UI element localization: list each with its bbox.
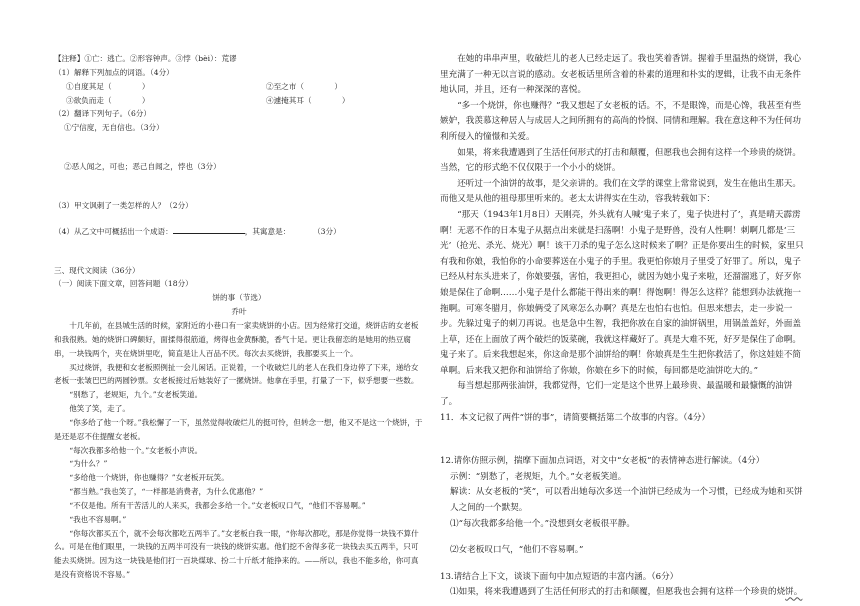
q4-suffix: ，其寓意是： （3分） — [244, 226, 341, 236]
q2-item-b: ②恶人闻之，可也；恶己自闻之，悖也（3分） — [64, 162, 221, 172]
paragraph: “我也不容易啊。” — [69, 514, 127, 524]
paragraph: “你多给了他一个呀。”我松懈了一下，虽然觉得收破烂儿的挺可怜，但转念一想，他又不是这一个烧饼，于是还是忍不住提醒女老板。 — [54, 417, 423, 441]
answer-blank[interactable] — [173, 224, 245, 234]
q13-text — [440, 585, 804, 601]
q13-text-b: 饼。 — [785, 587, 803, 598]
left-column — [54, 52, 424, 582]
footnote: 【注释】①亡：逃亡。②形容钟声。③悖（bèi）：荒谬 — [54, 54, 237, 63]
q1-item-1: ①自度其足（ ） — [66, 81, 150, 91]
paragraph: “不仅是他。所有干苦活儿的人来买，我都会多给一个。”女老板叹口气，“他们不容易啊。” — [69, 500, 366, 510]
q1-item-2: ②至之市（ ） — [266, 81, 342, 91]
q12-item-a: ⑴“每次我都多给他一个。”没想到女老板很平静。 — [450, 518, 635, 529]
paragraph: 每当想起那两张油饼，我都觉得，它们一定是这个世界上最珍贵、最温暖和最慷慨的油饼了。 — [440, 381, 793, 408]
q12-explanation: 解读：从女老板的“笑”，可以看出她每次多送一个油饼已经成为一个习惯，已经成为她和买饼人之间的一个默契。 — [450, 487, 803, 514]
q1-row-2 — [54, 94, 424, 108]
q11: 11．本文记叙了两件“饼的事”，请简要概括第二个故事的内容。（4分） — [440, 412, 711, 423]
section-3-title: 三、现代文阅读（36分） — [54, 265, 140, 275]
q1-item-4: ④遽掩其耳（ ） — [266, 95, 350, 105]
q1-title: （1）解释下列加点的词语。（4分） — [54, 67, 174, 77]
paragraph: “多一个烧饼，你也赚得？”我又想起了女老板的话。不，不是眼馋，而是心馋，我甚至有些嫉妒，我羡慕这种居人与成居人之间所拥有的高尚的怜悯、同情和理解。我在意这种不为任何功利所侵入的憧憬和关爱。 — [440, 100, 802, 142]
paragraph: 买过烧饼，我便和女老板照例扯一会儿闲话。正说着，一个收破烂儿的老人在我们身边停了下来，递给女老板一张皱巴巴的两圆钞票。女老板接过后她装好了一摞烧饼。他拿在手里，打量了一下，似乎想要一些数。 — [54, 362, 419, 386]
q13: 13.请结合上下文，谈谈下面句中加点短语的丰富内涵。（6分） — [440, 571, 679, 582]
paragraph: 在她的串串声里，收破烂儿的老人已经走远了。我也笑着香饼。握着手里温热的烧饼，我心里充满了一种无以言说的感动。女老板话里所含着的朴素的道理和朴实的逻辑，让我不由无条件地认同，并且，还有一种深深的喜悦。 — [440, 54, 801, 96]
paragraph: “别愁了，老规矩，九个。”女老板笑道。 — [69, 390, 203, 400]
q4-prefix: （4）从乙文中可概括出一个成语： — [54, 226, 173, 236]
q12: 12.请你仿照示例，揣摩下面加点词语，对文中“女老板”的表情神态进行解读。（4分） — [440, 456, 765, 467]
q13-text-a: ⑴如果，将来我遭遇到了生活任何形式的打击和颠覆，但愿我也会拥有这样一个珍贵的烧 — [450, 587, 786, 598]
paragraph: “每次我都多给他一个。”女老板小声说。 — [69, 445, 203, 455]
q2-title: （2）翻译下列句子。（6分） — [54, 109, 151, 119]
paragraph: 如果，将来我遭遇到了生活任何形式的打击和颠覆，但愿我也会拥有这样一个珍贵的烧饼。当然，它的形式绝不仅仅限于一个小小的烧饼。 — [440, 147, 801, 174]
paragraph: 还听过一个油饼的故事，是父亲讲的。我们在文学的课堂上常常说到，发生在他出生那天。而他又是从他的祖母那里听来的。老太太讲得实在生动，容我转载如下： — [440, 178, 801, 205]
q4 — [54, 224, 424, 239]
paragraph: “都当熟。”我也笑了，“一样都是消费者，为什么优惠他？” — [69, 487, 264, 497]
right-column — [440, 52, 804, 601]
q1-row-1 — [54, 80, 424, 94]
q1-item-3: ③欲负而走（ ） — [66, 95, 150, 105]
q12-item-b: ⑵女老板叹口气，“他们不容易啊。” — [450, 545, 584, 556]
paragraph: 十几年前，在县城生活的时候，家附近的小巷口有一家卖烧饼的小店。因为经常打交道，烧饼店的女老板和我很熟。她的烧饼口碑颇好，面揉得很筋道，烤得也金黄酥脆，香气十足。更让我留恋的是她用的热豆腐串，一块钱两个，夹在烧饼里吃，简直是让人百品不厌。每次去买烧饼，我都要买上一个。 — [54, 320, 419, 358]
q3: （3）甲文讽刺了一类怎样的人？（2分） — [54, 200, 193, 210]
paragraph: “你每次都买五个，就不会每次都吃五两半了。”女老板白我一眼，“你每次都吃，那是你觉得一块钱不算什么。可是在他们眼里，一块钱的五两半可没有一块钱的烧饼实惠。他们挖不舍得多花一块钱去买五两半，只可能去买烧饼。因为这一块钱是他们打一百块煤球、扮二十斤纸才能挣来的。——所以，我也不能多给，你可真是没有资格说不容易。” — [54, 528, 419, 580]
paragraph: “那天（1943年1月8日）天刚亮，外头就有人喊‘鬼子来了，鬼子快进村了’，真是晴天霹雳啊！无恶不作的日本鬼子从据点出来就是扫荡啊！小鬼子是野兽，没有人性啊！刺啊几都是‘三光’（抢光、杀光、烧光）啊！该干刀杀的鬼子怎么这时候来了啊？正是你要出生的时候，家里只有我和你娘，我怕你的小命要葬送在小鬼子的手里。我更怕你娘月子里受了好罪了。所以，鬼子已经从村东头进来了，你娘要强，害怕，我更担心，就因为她小鬼子来啦，还溜溜逃了，好歹你娘是保住了命啊……小鬼子是什么都能干得出来的啊！得饱啊！得怎么这样？能想到办法就拖一拖啊。可寒冬腊月，你娘俩受了风寒怎么办啊？真是左也怕右也怕。但思来想去，走一步说一步。先躲过鬼子的刺刀再说。也是急中生智，我把你放在自家的油饼锅里，用锅盖盖好，外面盖上草，还在上面放了两个破烂的饭菜碗，我就这样藏好了。真是大难不死，好歹是保住了命啊。鬼子来了。后来我想起来，你这命是那个油饼给的啊！你娘真是生生把你救活了，你这娃娃不简单啊。后来我又把你和油饼给了你娘，你娘在乡下的时候，每回都是吃油饼吃大的。” — [440, 209, 804, 376]
q2-item-a: ①宁信度，无自信也。（3分） — [64, 123, 164, 133]
paragraph: “多给他一个烧饼，你也赚得？”女老板开玩笑。 — [69, 473, 229, 483]
section-3-1-title: （一）阅读下面文章，回答问题（18分） — [54, 279, 193, 289]
paragraph: “为什么？” — [69, 459, 108, 469]
paragraph: 他笑了笑，走了。 — [69, 404, 130, 414]
article-title: 饼的事（节选） — [212, 293, 266, 303]
q12-example: 示例：“别愁了，老规矩，九个。”女老板笑道。 — [450, 471, 627, 482]
article-author: 乔叶 — [231, 307, 247, 317]
